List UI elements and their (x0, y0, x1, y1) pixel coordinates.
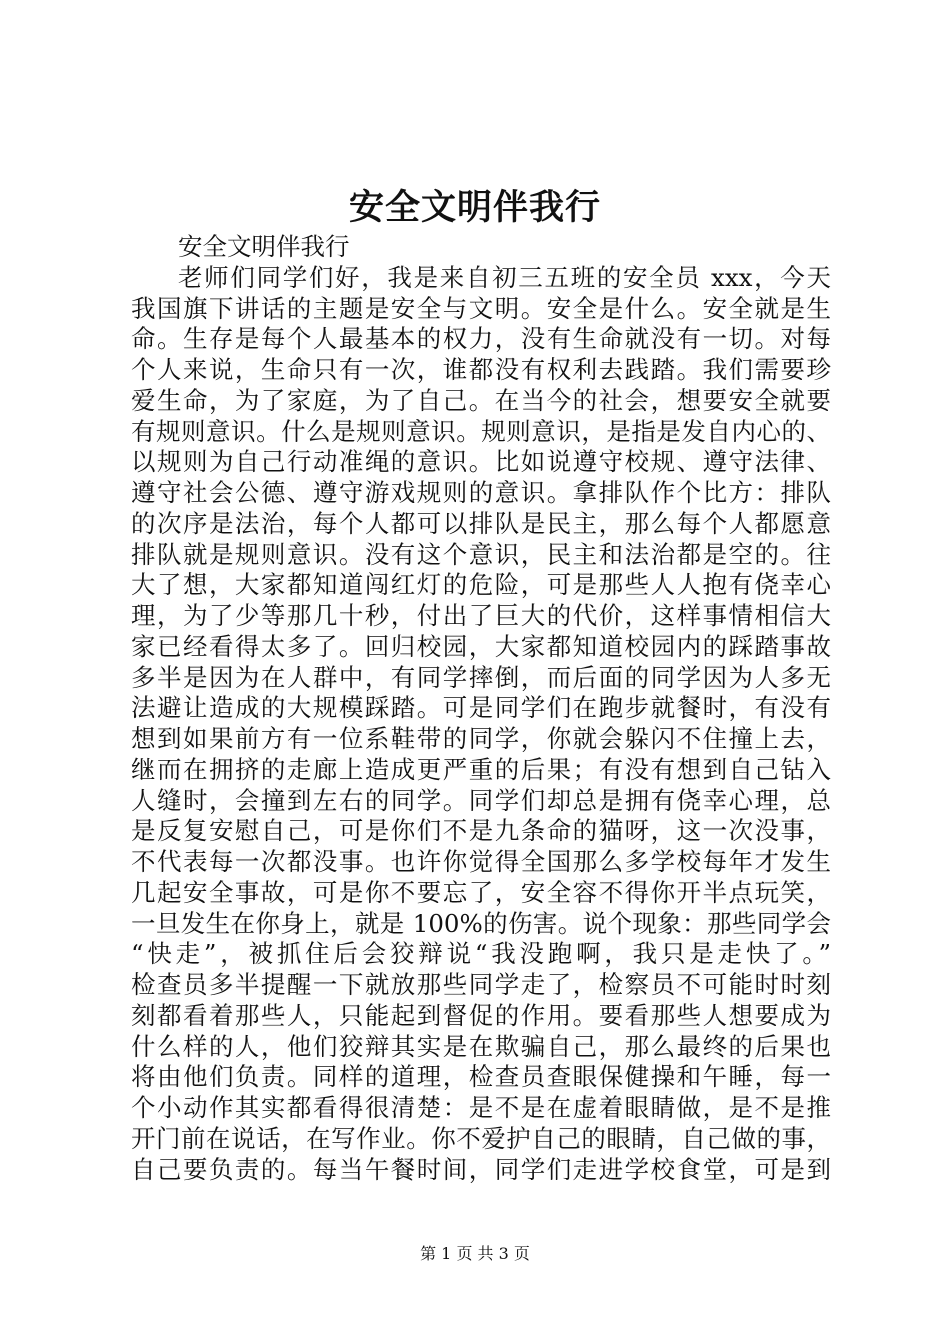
body-line: 想到如果前方有一位系鞋带的同学，你就会躲闪不住撞上去， (131, 724, 831, 753)
body-line: 多半是因为在人群中，有同学摔倒，而后面的同学因为人多无 (131, 662, 831, 692)
body-line: 我国旗下讲话的主题是安全与文明。安全是什么。安全就是生 (131, 293, 831, 323)
body-line: 检查员多半提醒一下就放那些同学走了，检察员不可能时时刻 (131, 970, 831, 999)
body-line: 家已经看得太多了。回归校园，大家都知道校园内的踩踏事故 (131, 631, 831, 661)
body-line: 以规则为自己行动准绳的意识。比如说遵守校规、遵守法律、 (131, 447, 831, 477)
document-body (131, 232, 831, 1185)
body-line: 老师们同学们好，我是来自初三五班的安全员 xxx，今天 (178, 262, 831, 292)
page-number-footer: 第 1 页 共 3 页 (420, 1244, 530, 1263)
body-line: 理，为了少等那几十秒，付出了巨大的代价，这样事情相信大 (131, 601, 831, 630)
body-line: 命。生存是每个人最基本的权力，没有生命就没有一切。对每 (131, 324, 831, 354)
body-line: 将由他们负责。同样的道理，检查员查眼保健操和午睡，每一 (131, 1062, 831, 1092)
body-line: 个小动作其实都看得很清楚：是不是在虚着眼睛做，是不是推 (131, 1093, 831, 1122)
body-line: 几起安全事故，可是你不要忘了，安全容不得你开半点玩笑， (131, 877, 831, 907)
body-line: 大了想，大家都知道闯红灯的危险，可是那些人人抱有侥幸心 (131, 570, 831, 600)
body-line: 一旦发生在你身上，就是 100%的伤害。说个现象：那些同学会 (131, 908, 831, 938)
body-line: 不代表每一次都没事。也许你觉得全国那么多学校每年才发生 (131, 847, 831, 876)
body-line: 有规则意识。什么是规则意识。规则意识，是指是发自内心的、 (131, 416, 831, 446)
body-line: 人缝时，会撞到左右的同学。同学们却总是拥有侥幸心理，总 (131, 785, 831, 815)
body-line: 法避让造成的大规模踩踏。可是同学们在跑步就餐时，有没有 (131, 693, 831, 723)
body-line: 继而在拥挤的走廊上造成更严重的后果；有没有想到自己钻入 (131, 754, 831, 784)
body-line: 是反复安慰自己，可是你们不是九条命的猫呀，这一次没事， (131, 816, 831, 846)
document-title: 安全文明伴我行 (348, 187, 601, 228)
body-line: 爱生命，为了家庭，为了自己。在当今的社会，想要安全就要 (131, 385, 831, 415)
body-line: 什么样的人，他们狡辩其实是在欺骗自己，那么最终的后果也 (131, 1031, 831, 1061)
body-line: 开门前在说话，在写作业。你不爱护自己的眼睛，自己做的事， (131, 1123, 831, 1153)
body-subtitle: 安全文明伴我行 (178, 232, 350, 261)
body-line: 个人来说，生命只有一次，谁都没有权利去践踏。我们需要珍 (131, 355, 831, 384)
body-line: 刻都看着那些人，只能起到督促的作用。要看那些人想要成为 (131, 1000, 831, 1030)
body-line: 自己要负责的。每当午餐时间，同学们走进学校食堂，可是到 (131, 1154, 831, 1184)
body-line: 的次序是法治，每个人都可以排队是民主，那么每个人都愿意 (131, 508, 831, 538)
body-line: 遵守社会公德、遵守游戏规则的意识。拿排队作个比方：排队 (131, 478, 831, 507)
body-line: 排队就是规则意识。没有这个意识，民主和法治都是空的。往 (131, 539, 831, 569)
body-line: “快走”，被抓住后会狡辩说“我没跑啊，我只是走快了。” (131, 939, 831, 969)
